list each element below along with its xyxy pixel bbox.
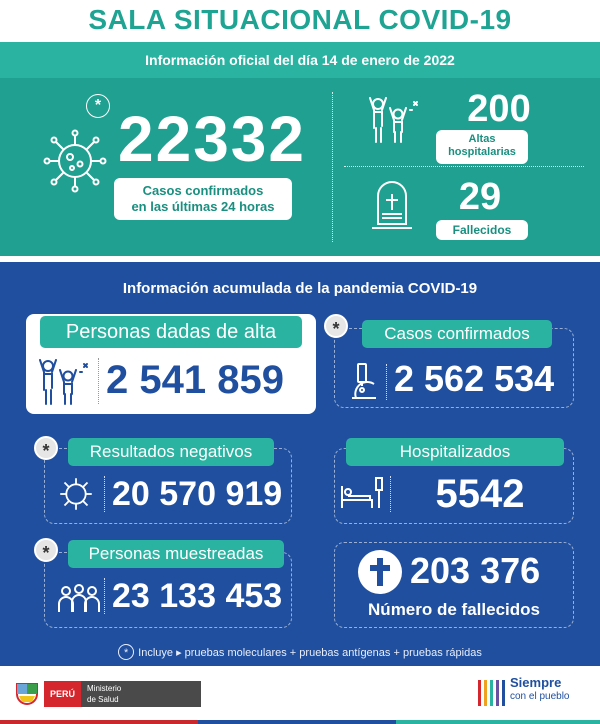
accumulated-subtitle: Información acumulada de la pandemia COVID-19 — [122, 280, 478, 297]
ministry-logo — [44, 681, 201, 707]
accumulated-panel — [0, 262, 600, 666]
cross-icon — [358, 550, 402, 594]
page-title: SALA SITUACIONAL COVID-19 — [88, 4, 512, 35]
hospital-bed-icon — [340, 474, 384, 512]
divider — [104, 578, 105, 614]
ministry-label-line2: de Salud — [87, 695, 119, 704]
daily-confirmed-label — [114, 178, 292, 220]
sampled-tab: Personas muestreadas — [68, 540, 284, 568]
daily-confirmed-label-line2: en las últimas 24 horas — [131, 199, 275, 214]
ministry-label-line1: Ministerio — [87, 684, 122, 693]
asterisk-icon: * — [86, 94, 110, 118]
daily-discharged-label — [436, 130, 528, 164]
negative-value: 20 570 919 — [112, 475, 283, 513]
ministry-label — [81, 681, 201, 707]
footnote — [0, 644, 600, 660]
divider — [386, 364, 387, 400]
hospitalized-tab: Hospitalizados — [346, 438, 564, 466]
virus-icon — [56, 474, 96, 514]
discharged-tab: Personas dadas de alta — [40, 316, 302, 348]
deaths-value: 203 376 — [410, 550, 541, 591]
confirmed-value: 2 562 534 — [394, 358, 555, 399]
asterisk-icon: * — [34, 538, 58, 562]
slogan-line2: con el pueblo — [510, 691, 570, 702]
daily-deaths-label: Fallecidos — [436, 220, 528, 240]
country-label: PERÚ — [44, 681, 81, 707]
daily-deaths-value: 29 — [458, 176, 502, 218]
slogan-line1: Siempre — [510, 675, 562, 690]
divider — [332, 92, 333, 242]
discharged-value: 2 541 859 — [106, 358, 284, 402]
color-stripe — [0, 720, 600, 724]
confirmed-tab: Casos confirmados — [362, 320, 552, 348]
daily-discharged-label-line1: Altas — [468, 133, 496, 145]
tombstone-icon — [370, 180, 414, 232]
asterisk-icon: * — [34, 436, 58, 460]
slogan-logo-icon — [476, 676, 506, 710]
virus-icon — [42, 128, 108, 194]
celebrating-people-icon — [362, 94, 422, 146]
hospitalized-value: 5542 — [435, 472, 525, 516]
coat-of-arms-icon — [14, 680, 40, 708]
asterisk-icon: * — [118, 644, 134, 660]
footnote-text: Incluye ▸ pruebas moleculares + pruebas antígenas + pruebas rápidas — [138, 647, 482, 659]
divider — [390, 476, 391, 512]
divider — [344, 166, 584, 167]
footer — [0, 666, 600, 724]
daily-confirmed-value: 22332 — [118, 103, 306, 175]
slogan — [510, 676, 570, 704]
group-people-icon — [56, 582, 102, 614]
celebrating-people-icon — [32, 356, 92, 408]
daily-discharged-value: 200 — [467, 88, 531, 130]
deaths-label: Número de fallecidos — [368, 600, 540, 619]
daily-panel — [0, 42, 600, 256]
daily-subtitle: Información oficial del día 14 de enero de 2022 — [0, 42, 600, 78]
sampled-value: 23 133 453 — [112, 577, 283, 615]
asterisk-icon: * — [324, 314, 348, 338]
daily-confirmed-label-line1: Casos confirmados — [142, 183, 264, 198]
microscope-icon — [344, 362, 380, 402]
daily-discharged-label-line2: hospitalarias — [448, 146, 516, 158]
divider — [98, 358, 99, 404]
negative-tab: Resultados negativos — [68, 438, 274, 466]
divider — [104, 476, 105, 512]
